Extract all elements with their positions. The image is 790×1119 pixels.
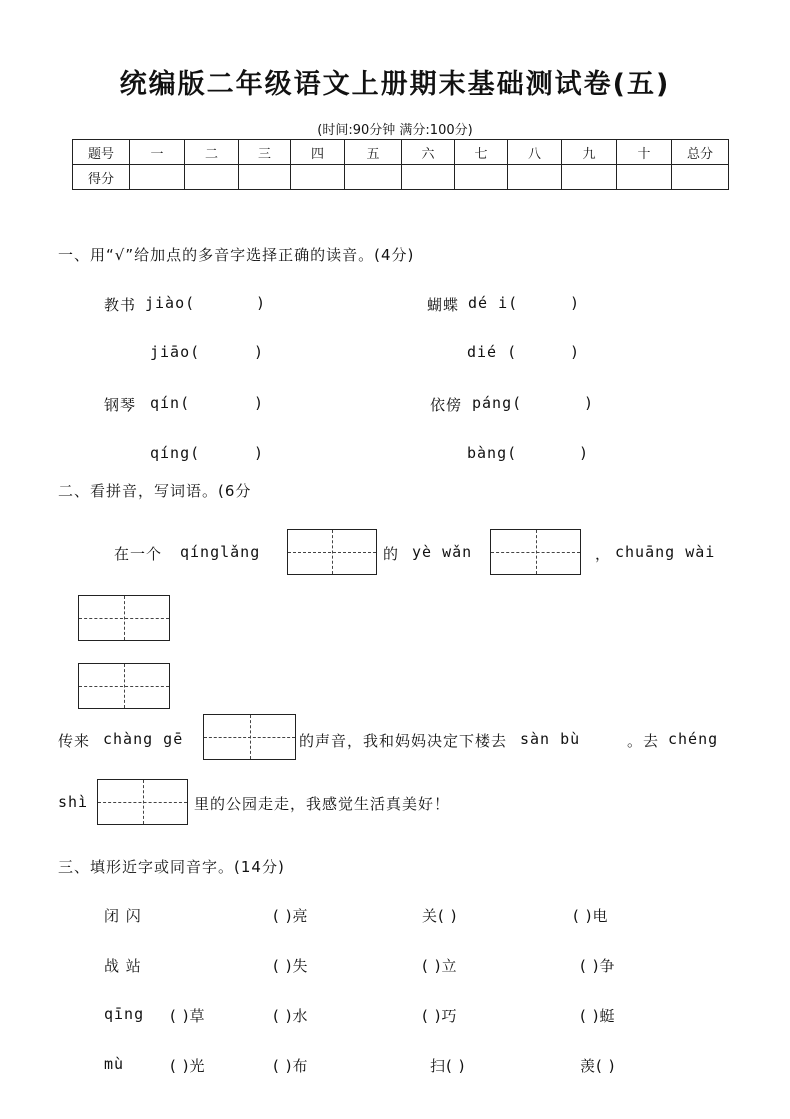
grid-midline — [79, 686, 169, 687]
pinyin-prompt: shì — [58, 793, 89, 811]
fill-item[interactable]: ( )水 — [273, 1007, 309, 1025]
section1-paren-close: ) — [570, 294, 581, 312]
fill-item[interactable]: 扫( ) — [430, 1057, 466, 1075]
answer-grid[interactable] — [287, 529, 377, 575]
section1-option[interactable]: qín( — [150, 394, 191, 412]
answer-grid[interactable] — [78, 595, 170, 641]
section1-paren-close: ) — [254, 394, 265, 412]
section1-option[interactable]: jiào( — [145, 294, 196, 312]
pinyin-prompt: chéng — [668, 730, 719, 748]
fill-item[interactable]: 羡( ) — [580, 1057, 616, 1075]
sentence-text: 的声音，我和妈妈决定下楼去 — [299, 732, 508, 750]
section3-heading: 三、填形近字或同音字。(14分) — [58, 858, 285, 876]
score-table-header-row — [73, 140, 729, 165]
answer-grid[interactable] — [78, 663, 170, 709]
sentence-text: 在一个 — [114, 545, 163, 563]
score-table-header: 一 — [130, 140, 185, 165]
score-table-header: 题号 — [73, 140, 130, 165]
score-row-label: 得分 — [73, 165, 130, 190]
score-cell[interactable] — [345, 165, 402, 190]
score-table-header: 二 — [185, 140, 239, 165]
sentence-text: ， — [595, 545, 612, 563]
fill-item[interactable]: ( )失 — [273, 957, 309, 975]
score-table-header: 总分 — [672, 140, 729, 165]
pinyin-prompt: chàng gē — [103, 730, 184, 748]
score-table-header: 六 — [402, 140, 455, 165]
section1-option[interactable]: dé i( — [468, 294, 519, 312]
score-table-header: 三 — [239, 140, 291, 165]
section1-paren-close: ) — [579, 444, 590, 462]
fill-item[interactable]: ( )光 — [170, 1057, 206, 1075]
section1-paren-close: ) — [254, 444, 265, 462]
fill-item[interactable]: ( )蜓 — [580, 1007, 616, 1025]
section1-paren-close: ) — [254, 343, 265, 361]
score-table-header: 九 — [562, 140, 617, 165]
section1-option[interactable]: bàng( — [467, 444, 518, 462]
score-table-header: 四 — [291, 140, 345, 165]
answer-grid[interactable] — [490, 529, 581, 575]
score-table-header: 七 — [455, 140, 508, 165]
grid-midline — [288, 552, 376, 553]
score-cell[interactable] — [185, 165, 239, 190]
pinyin-prompt: yè wǎn — [412, 543, 473, 561]
fill-item[interactable]: ( )巧 — [422, 1007, 458, 1025]
answer-grid[interactable] — [203, 714, 296, 760]
grid-midline — [79, 618, 169, 619]
section1-option[interactable]: qíng( — [150, 444, 201, 462]
fill-item[interactable]: ( )立 — [422, 957, 458, 975]
section1-word: 钢琴 — [104, 396, 137, 414]
section1-word: 依傍 — [430, 396, 463, 414]
page-title: 统编版二年级语文上册期末基础测试卷(五) — [119, 69, 671, 100]
sentence-text: 里的公园走走，我感觉生活真美好！ — [194, 795, 451, 813]
section2-heading: 二、看拼音，写词语。(6分 — [58, 482, 252, 500]
section1-option[interactable]: páng( — [472, 394, 523, 412]
fill-item[interactable]: ( )亮 — [273, 907, 309, 925]
score-cell[interactable] — [402, 165, 455, 190]
fill-item[interactable]: 关( ) — [422, 907, 458, 925]
pinyin-group: qīng — [104, 1005, 145, 1023]
score-table — [72, 139, 729, 190]
score-table-header: 十 — [617, 140, 672, 165]
pinyin-prompt: chuāng wài — [615, 543, 716, 561]
section1-option[interactable]: jiāo( — [150, 343, 201, 361]
pinyin-prompt: sàn bù — [520, 730, 581, 748]
fill-item[interactable]: ( )电 — [573, 907, 609, 925]
section1-paren-close: ) — [256, 294, 267, 312]
pinyin-group: mù — [104, 1055, 125, 1073]
score-table-header: 八 — [508, 140, 562, 165]
sentence-text: 。去 — [627, 732, 660, 750]
answer-grid[interactable] — [97, 779, 188, 825]
grid-midline — [491, 552, 580, 553]
section1-option[interactable]: dié ( — [467, 343, 518, 361]
score-cell[interactable] — [130, 165, 185, 190]
char-group: 闭 闪 — [104, 907, 142, 925]
fill-item[interactable]: ( )争 — [580, 957, 616, 975]
sentence-text: 的 — [383, 545, 400, 563]
grid-midline — [98, 802, 187, 803]
section1-paren-close: ) — [584, 394, 595, 412]
section1-heading: 一、用“√”给加点的多音字选择正确的读音。(4分) — [58, 246, 415, 264]
char-group: 战 站 — [104, 957, 142, 975]
fill-item[interactable]: ( )布 — [273, 1057, 309, 1075]
fill-item[interactable]: ( )草 — [170, 1007, 206, 1025]
score-cell[interactable] — [508, 165, 562, 190]
score-cell[interactable] — [455, 165, 508, 190]
score-table-header: 五 — [345, 140, 402, 165]
sentence-text: 传来 — [58, 732, 91, 750]
section1-word: 蝴蝶 — [427, 296, 460, 314]
score-cell[interactable] — [239, 165, 291, 190]
exam-info: (时间:90分钟 满分:100分) — [317, 123, 473, 138]
score-table-score-row — [73, 165, 729, 190]
section1-paren-close: ) — [570, 343, 581, 361]
score-cell[interactable] — [617, 165, 672, 190]
pinyin-prompt: qínglǎng — [180, 543, 261, 561]
score-cell[interactable] — [672, 165, 729, 190]
grid-midline — [204, 737, 295, 738]
score-cell[interactable] — [291, 165, 345, 190]
section1-word: 教书 — [104, 296, 137, 314]
score-cell[interactable] — [562, 165, 617, 190]
